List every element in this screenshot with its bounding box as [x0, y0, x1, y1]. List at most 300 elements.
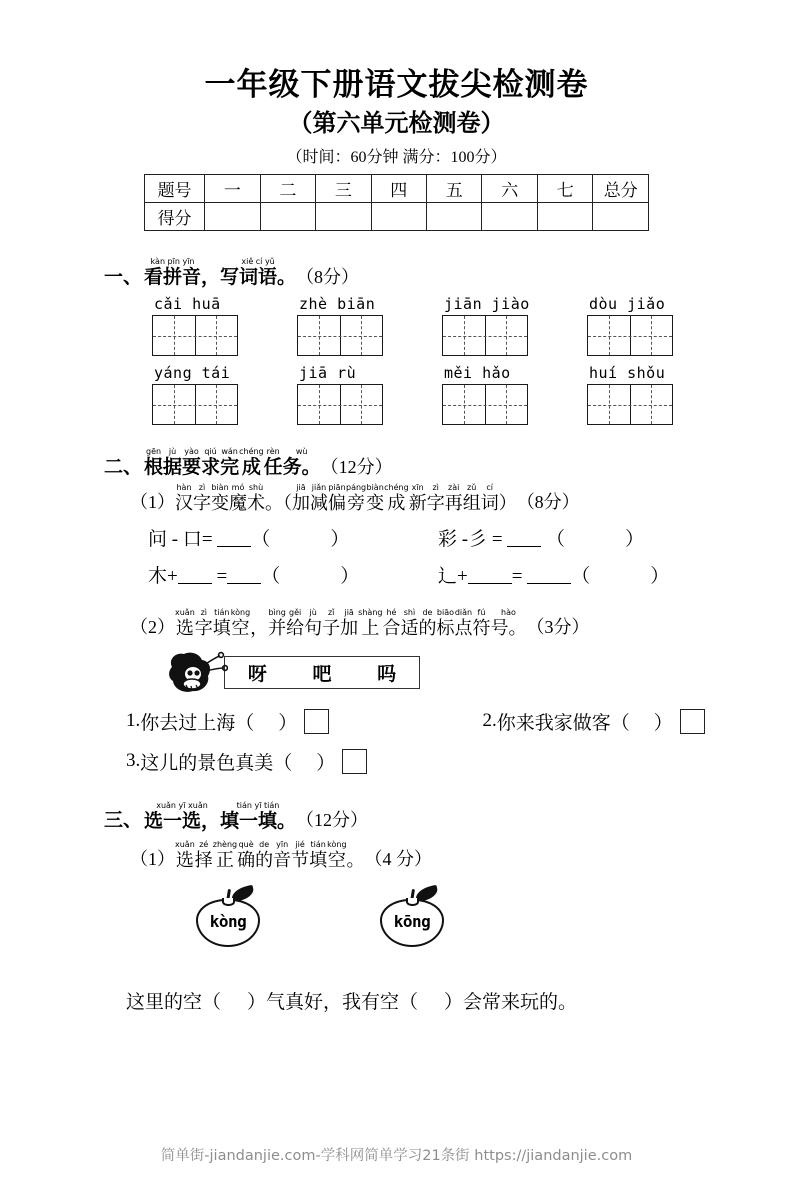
- equation-paren-close: ）: [340, 566, 359, 587]
- equation-paren-open: （: [251, 529, 270, 550]
- pinyin-text: zhèng: [213, 840, 237, 850]
- word-pinyin: jiā rù: [299, 364, 356, 382]
- ruby-char: [292, 483, 310, 514]
- pinyin-text: zì: [195, 608, 213, 618]
- hanzi-text: 汉: [175, 493, 193, 514]
- pinyin-text: què: [237, 840, 255, 850]
- sentence-index: 2.: [483, 710, 497, 732]
- pinyin-text: hào: [490, 608, 526, 618]
- hanzi-text: 减: [310, 493, 328, 514]
- pinyin-text: qiú: [201, 447, 220, 457]
- equation-mid: =: [216, 566, 227, 587]
- hanzi-text: 符: [472, 618, 490, 639]
- hanzi-text: 的: [255, 850, 273, 871]
- apple-icon[interactable]: [380, 887, 446, 947]
- hanzi-text: 成: [384, 493, 409, 514]
- apple-pinyin-label: kòng: [196, 912, 260, 931]
- ruby-char: [400, 608, 418, 639]
- tianzige-box[interactable]: [587, 315, 673, 356]
- hanzi-text: 旁: [346, 493, 366, 514]
- word-bank-option-1[interactable]: 呀: [248, 659, 267, 686]
- word-bank-option-3[interactable]: 吗: [377, 659, 396, 686]
- punctuation-box[interactable]: [304, 709, 329, 734]
- word-pinyin: dòu jiǎo: [589, 295, 665, 313]
- tianzige-box[interactable]: [442, 315, 528, 356]
- ruby-char: [409, 483, 427, 514]
- section-3-heading: [104, 801, 793, 833]
- hanzi-text: 偏: [328, 493, 346, 514]
- ruby-char: [175, 483, 193, 514]
- score-table-label-question: 题号: [145, 175, 205, 203]
- page-title: 一年级下册语文拔尖检测卷: [0, 68, 793, 102]
- pinyin-text: kòng: [327, 840, 346, 850]
- pinyin-text: biàn: [211, 483, 229, 493]
- ruby-kanpinyin: [144, 257, 201, 289]
- pinyin-text: bìng: [268, 608, 286, 618]
- pinyin-text: fú: [472, 608, 490, 618]
- ruby-char: [499, 483, 517, 514]
- sentence-index: 1.: [126, 710, 140, 732]
- tianzige-box[interactable]: [587, 384, 673, 425]
- equation-paren-close: ）: [650, 566, 669, 587]
- pinyin-text: jù: [304, 608, 322, 618]
- ruby-char: [265, 483, 292, 514]
- sentence-paren-close: ）: [316, 748, 335, 775]
- hanzi-text: 加: [340, 618, 358, 639]
- ruby-char: [286, 608, 304, 639]
- punctuation-box[interactable]: [680, 709, 705, 734]
- word-bank-option-2[interactable]: 吧: [312, 659, 331, 686]
- tianzige-box[interactable]: [152, 384, 238, 425]
- writing-grid-item: [438, 295, 583, 356]
- ruby-char: [237, 840, 255, 871]
- score-col-4: 四: [371, 175, 426, 203]
- pinyin-text: hé: [382, 608, 400, 618]
- hanzi-text: 成: [239, 457, 264, 479]
- equation-paren-open: （: [261, 566, 280, 587]
- sentence-text: 这儿的景色真美（: [140, 748, 292, 775]
- pinyin-text: piān: [328, 483, 346, 493]
- hanzi-text: 务。: [283, 457, 321, 479]
- equation-left: 问 - 口=: [148, 529, 213, 550]
- ruby-char: [322, 608, 340, 639]
- word-bank-row: [0, 651, 793, 695]
- answer-blank[interactable]: [178, 566, 212, 584]
- writing-grid-item: [293, 295, 438, 356]
- equation-left: 辶+: [438, 566, 468, 587]
- hanzi-text: 正: [213, 850, 237, 871]
- hanzi-text: 。: [347, 850, 365, 871]
- equation-paren-open: （: [571, 566, 590, 587]
- ruby-char: [144, 447, 163, 479]
- answer-blank[interactable]: [507, 529, 541, 547]
- hanzi-text: 字: [193, 493, 211, 514]
- ruby-char: [436, 608, 454, 639]
- pinyin-text: zé: [195, 840, 213, 850]
- equation-paren-close: ）: [330, 529, 349, 550]
- score-input-5[interactable]: [427, 203, 482, 231]
- hanzi-text: 填一填。: [220, 811, 296, 833]
- writing-grid-item: [293, 364, 438, 425]
- pinyin-text: tián: [213, 608, 231, 618]
- ruby-char: [220, 447, 239, 479]
- hanzi-text: 选一选，: [144, 811, 220, 833]
- score-input-total[interactable]: [593, 203, 649, 231]
- hanzi-text: 求: [201, 457, 220, 479]
- hanzi-text: 字: [427, 493, 445, 514]
- apple-option-wrapper: [196, 887, 380, 947]
- pinyin-text: xuǎn: [175, 608, 195, 618]
- hanzi-text: 填: [213, 618, 231, 639]
- pinyin-text: zài: [445, 483, 463, 493]
- score-col-2: 二: [260, 175, 315, 203]
- ruby-char: [309, 840, 327, 871]
- sentence-paren-close: ）: [278, 708, 297, 735]
- section-2-score: （12分）: [321, 453, 393, 479]
- punctuation-box[interactable]: [342, 749, 367, 774]
- word-pinyin: cǎi huā: [154, 295, 221, 313]
- pinyin-text: de: [418, 608, 436, 618]
- ruby-char: [445, 483, 463, 514]
- pinyin-text: shàng: [358, 608, 382, 618]
- pinyin-text: biàn: [366, 483, 384, 493]
- hanzi-text: 合: [382, 618, 400, 639]
- hanzi-text: 句: [304, 618, 322, 639]
- pinyin-text: shì: [400, 608, 418, 618]
- pinyin-text: de: [255, 840, 273, 850]
- hanzi-text: 魔: [229, 493, 247, 514]
- hanzi-text: 节: [291, 850, 309, 871]
- hanzi-text: 术: [247, 493, 265, 514]
- ruby-char: [304, 608, 322, 639]
- sentence-row-2: [0, 748, 793, 775]
- hanzi-text: 空: [231, 618, 250, 639]
- pinyin-text: yīn: [273, 840, 291, 850]
- score-input-6[interactable]: [482, 203, 537, 231]
- word-pinyin: zhè biān: [299, 295, 375, 313]
- tianzige-box[interactable]: [297, 315, 383, 356]
- hanzi-text: 写词语。: [220, 267, 296, 289]
- pinyin-text: xuǎn: [175, 840, 195, 850]
- exam-page: [0, 68, 793, 1189]
- pinyin-text: [250, 608, 268, 618]
- ruby-char: [358, 608, 382, 639]
- ruby-char: [481, 483, 499, 514]
- ruby-char: [201, 447, 220, 479]
- pinyin-text: wù: [283, 447, 321, 457]
- score-input-3[interactable]: [316, 203, 371, 231]
- pinyin-text: xiě cí yǔ: [220, 257, 296, 267]
- pinyin-text: yào: [182, 447, 201, 457]
- score-input-7[interactable]: [537, 203, 592, 231]
- ruby-char: [195, 840, 213, 871]
- section-2-sub2-label: （2）: [130, 613, 175, 639]
- section-3-sub1-score: （4 分）: [365, 845, 433, 871]
- pinyin-text: jiǎn: [310, 483, 328, 493]
- apple-icon[interactable]: [196, 887, 262, 947]
- hanzi-text: 组: [463, 493, 481, 514]
- pinyin-text: zǔ: [463, 483, 481, 493]
- ink-blot-bug-icon: [166, 651, 228, 695]
- apple-option-wrapper: [380, 887, 564, 947]
- ruby-char: [247, 483, 265, 514]
- hanzi-text: 选: [175, 618, 195, 639]
- pinyin-text: jié: [291, 840, 309, 850]
- hanzi-text: 要: [182, 457, 201, 479]
- word-pinyin: huí shǒu: [589, 364, 665, 382]
- score-table-wrapper: [0, 174, 793, 231]
- fill-sentence-part-2: ）气真好，我有空（: [247, 992, 418, 1013]
- pinyin-text: zǐ: [322, 608, 340, 618]
- score-input-1[interactable]: [205, 203, 260, 231]
- page-subtitle: （第六单元检测卷）: [0, 110, 793, 136]
- ruby-xuanyixuan: [144, 801, 220, 833]
- pinyin-text: xuǎn yī xuǎn: [144, 801, 220, 811]
- list-item: [437, 708, 793, 735]
- ruby-char: [175, 608, 195, 639]
- equation-item: [438, 561, 728, 588]
- hanzi-text: 再: [445, 493, 463, 514]
- answer-blank[interactable]: [468, 566, 512, 584]
- ruby-char: [182, 447, 201, 479]
- writing-grid-item: [583, 295, 728, 356]
- ruby-char: [273, 840, 291, 871]
- ruby-char: [490, 608, 526, 639]
- section-3-sub1-label: （1）: [130, 845, 175, 871]
- hanzi-text: 填: [309, 850, 327, 871]
- pinyin-text: [265, 483, 292, 493]
- hanzi-text: 标: [436, 618, 454, 639]
- ruby-char: [264, 447, 283, 479]
- hanzi-text: 。（: [265, 493, 292, 514]
- ruby-comma: [201, 257, 220, 289]
- pinyin-text: gēn: [144, 447, 163, 457]
- fill-sentence-part-1: 这里的空（: [126, 992, 221, 1013]
- ruby-char: [291, 840, 309, 871]
- sentence-paren-close: ）: [654, 708, 673, 735]
- hanzi-text: 确: [237, 850, 255, 871]
- hanzi-text: ，: [250, 618, 268, 639]
- tianzige-box[interactable]: [442, 384, 528, 425]
- ruby-char: [250, 608, 268, 639]
- pinyin-text: mó: [229, 483, 247, 493]
- ruby-char: [384, 483, 409, 514]
- score-col-7: 七: [537, 175, 592, 203]
- ruby-char: [239, 447, 264, 479]
- ruby-char: [328, 483, 346, 514]
- pinyin-text: zì: [427, 483, 445, 493]
- score-col-total: 总分: [593, 175, 649, 203]
- equation-item: [438, 524, 728, 551]
- ruby-char: [211, 483, 229, 514]
- equation-row-2: [0, 561, 793, 588]
- hanzi-text: 并: [268, 618, 286, 639]
- hanzi-text: 适: [400, 618, 418, 639]
- ruby-char: [346, 483, 366, 514]
- pinyin-text: xīn: [409, 483, 427, 493]
- word-pinyin: jiān jiào: [444, 295, 530, 313]
- apple-options-row: [0, 887, 793, 947]
- section-3-number: 三、: [104, 805, 142, 832]
- section-2-sub2-score: （3分）: [526, 613, 589, 639]
- tianzige-box[interactable]: [297, 384, 383, 425]
- hanzi-text: 据: [163, 457, 182, 479]
- list-item: [126, 708, 437, 735]
- score-col-1: 一: [205, 175, 260, 203]
- ruby-char: [382, 608, 400, 639]
- ruby-char: [340, 608, 358, 639]
- section-2-number: 二、: [104, 452, 142, 479]
- pinyin-text: [499, 483, 517, 493]
- answer-blank[interactable]: [217, 529, 251, 547]
- hanzi-text: 词: [481, 493, 499, 514]
- ruby-xieciyu: [220, 257, 296, 289]
- equation-paren-close: ）: [625, 529, 644, 550]
- score-table: [144, 174, 649, 231]
- hanzi-text: ）: [499, 493, 517, 514]
- hanzi-text: 空: [327, 850, 346, 871]
- tianzige-box[interactable]: [152, 315, 238, 356]
- section-1-score: （8分）: [296, 263, 359, 289]
- hanzi-text: 加: [292, 493, 310, 514]
- hanzi-text: 变: [211, 493, 229, 514]
- equation-item: [148, 561, 438, 588]
- writing-grid-item: [148, 364, 293, 425]
- ruby-char: [310, 483, 328, 514]
- sentence-text: 你去过上海（: [140, 708, 254, 735]
- equation-paren-open: （: [546, 529, 565, 550]
- hanzi-text: 变: [366, 493, 384, 514]
- pinyin-text: biāo: [436, 608, 454, 618]
- ruby-char: [366, 483, 384, 514]
- apple-pinyin-label: kōng: [380, 912, 444, 931]
- equation-mid: =: [512, 566, 523, 587]
- pinyin-text: chéng: [384, 483, 409, 493]
- hanzi-text: 择: [195, 850, 213, 871]
- footer-watermark: 简单街-jiandanjie.com-学科网简单学习21条街 https://jiandanjie.com: [0, 1144, 793, 1165]
- pinyin-text: jù: [163, 447, 182, 457]
- score-input-2[interactable]: [260, 203, 315, 231]
- pinyin-text: jiā: [340, 608, 358, 618]
- section-2-sub1-heading: [130, 483, 793, 514]
- pinyin-text: gěi: [286, 608, 304, 618]
- ruby-char: [213, 840, 237, 871]
- section-2-heading: [104, 447, 793, 479]
- ruby-char: [193, 483, 211, 514]
- exam-info: （时间：60分钟 满分：100分）: [0, 144, 793, 167]
- pinyin-text: diǎn: [454, 608, 472, 618]
- pinyin-text: shù: [247, 483, 265, 493]
- ruby-char: [418, 608, 436, 639]
- section-2-sub1-label: （1）: [130, 488, 175, 514]
- ruby-char: [229, 483, 247, 514]
- pinyin-text: kòng: [231, 608, 250, 618]
- hanzi-text: 字: [195, 618, 213, 639]
- word-bank-box: [224, 656, 420, 689]
- score-col-6: 六: [482, 175, 537, 203]
- ruby-char: [175, 840, 195, 871]
- hanzi-text: 选: [175, 850, 195, 871]
- section-2-sub1-score: （8分）: [517, 488, 580, 514]
- ruby-char: [454, 608, 472, 639]
- equation-left: 木+: [148, 566, 178, 587]
- section-3-score: （12分）: [296, 806, 368, 832]
- pinyin-text: tián: [309, 840, 327, 850]
- fill-in-sentence: [0, 987, 793, 1014]
- hanzi-text: 点: [454, 618, 472, 639]
- ruby-char: [268, 608, 286, 639]
- answer-blank[interactable]: [527, 566, 571, 584]
- answer-blank[interactable]: [227, 566, 261, 584]
- writing-grid-block: [0, 295, 793, 425]
- pinyin-text: [347, 840, 365, 850]
- pinyin-text: cí: [481, 483, 499, 493]
- ruby-char: [195, 608, 213, 639]
- ruby-char: [327, 840, 346, 871]
- table-row: [145, 203, 649, 231]
- writing-grid-row-2: [0, 364, 793, 425]
- hanzi-text: 根: [144, 457, 163, 479]
- score-input-4[interactable]: [371, 203, 426, 231]
- hanzi-text: 看拼音: [144, 267, 201, 289]
- pinyin-text: jiā: [292, 483, 310, 493]
- pinyin-text: zì: [193, 483, 211, 493]
- hanzi-text: 新: [409, 493, 427, 514]
- ruby-char: [463, 483, 481, 514]
- pinyin-text: chéng: [239, 447, 264, 457]
- pinyin-text: rèn: [264, 447, 283, 457]
- hanzi-text: 的: [418, 618, 436, 639]
- hanzi-text: 上: [358, 618, 382, 639]
- pinyin-text: hàn: [175, 483, 193, 493]
- section-1-number: 一、: [104, 262, 142, 289]
- pinyin-text: páng: [346, 483, 366, 493]
- hanzi-text: 完: [220, 457, 239, 479]
- ruby-char: [231, 608, 250, 639]
- pinyin-text: kàn pīn yīn: [144, 257, 201, 267]
- hanzi-text: 给: [286, 618, 304, 639]
- score-col-5: 五: [427, 175, 482, 203]
- list-item: [126, 748, 456, 775]
- pinyin-text: tián yī tián: [220, 801, 296, 811]
- section-1-heading: [104, 257, 793, 289]
- sentence-index: 3.: [126, 750, 140, 772]
- equation-item: [148, 524, 438, 551]
- equation-left: 彩 -彡 =: [438, 529, 503, 550]
- table-row: [145, 175, 649, 203]
- section-2-sub2-heading: [130, 608, 793, 639]
- word-pinyin: yáng tái: [154, 364, 230, 382]
- sentence-text: 你来我家做客（: [497, 708, 630, 735]
- score-col-3: 三: [316, 175, 371, 203]
- ruby-char: [347, 840, 365, 871]
- hanzi-text: 任: [264, 457, 283, 479]
- hanzi-text: 音: [273, 850, 291, 871]
- writing-grid-item: [148, 295, 293, 356]
- sentence-row-1: [0, 708, 793, 735]
- ruby-char: [163, 447, 182, 479]
- ruby-char: [283, 447, 321, 479]
- writing-grid-row-1: [0, 295, 793, 356]
- ruby-tianyitian: [220, 801, 296, 833]
- score-table-label-score: 得分: [145, 203, 205, 231]
- fill-sentence-part-3: ）会常来玩的。: [444, 992, 577, 1013]
- writing-grid-item: [438, 364, 583, 425]
- pinyin-text: wán: [220, 447, 239, 457]
- ruby-char: [427, 483, 445, 514]
- ruby-char: [213, 608, 231, 639]
- hanzi-text: ，: [201, 267, 220, 289]
